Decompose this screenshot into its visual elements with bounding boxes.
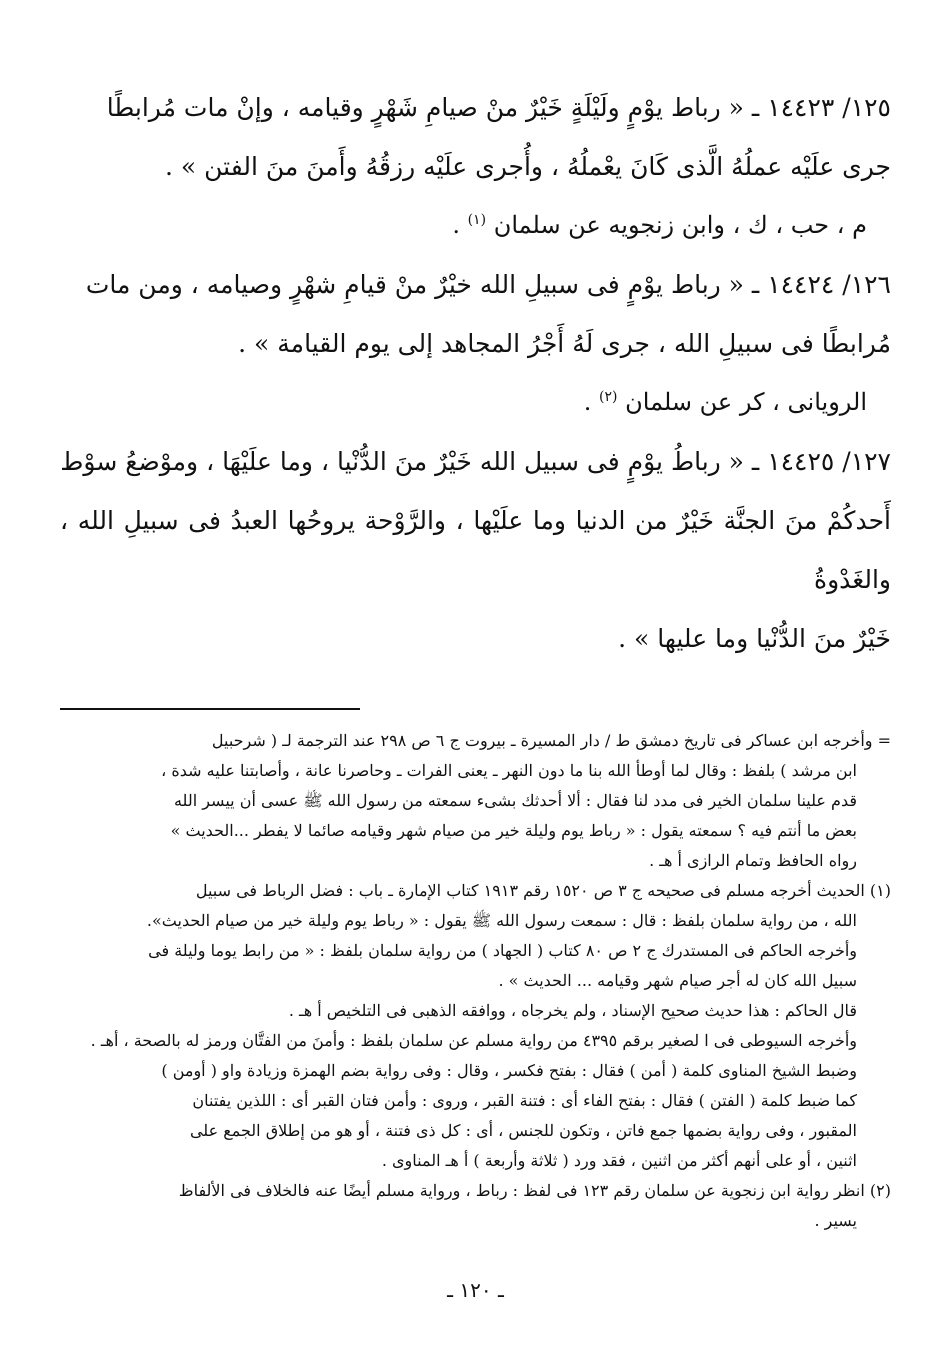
- hadith-line: ١٢٦/ ١٤٤٢٤ ـ « رباط يوْمٍ فى سبيلِ الله خيْرٌ منْ قيامِ شهْرٍ وصيامه ، ومن مات: [85, 270, 891, 299]
- hadith-line: ١٢٥/ ١٤٤٢٣ ـ « رباط يوْمٍ ولَيْلَةٍ خَيْرٌ منْ صيامِ شَهْرٍ وقيامه ، وإنْ مات مُرابطًا: [106, 93, 891, 122]
- footnote-1-line: سبيل الله كان له أجر صيام شهر وقيامه ... الحديث » .: [498, 971, 857, 990]
- footnotes: [60, 726, 891, 1236]
- footnote-line: بعض ما أنتم فيه ؟ سمعته يقول : « رباط يوم وليلة خير من صيام شهر وقيامه صائما لا يفطر ...الحديث »: [170, 821, 857, 840]
- hadith-entry-14425: [60, 432, 891, 668]
- page-number: ـ ١٢٠ ـ: [447, 1278, 504, 1302]
- footnote-line: = وأخرجه ابن عساكر فى تاريخ دمشق ط / دار المسيرة ـ بيروت ج ٦ ص ٢٩٨ عند الترجمة لـ ( شرحبيل: [211, 731, 891, 750]
- page-body: [60, 78, 891, 1313]
- footnote-line: ابن مرشد ) بلفظ : وقال لما أوطأ الله بنا ما دون النهر ـ يعنى الفرات ـ وحاصرنا عانة ، وأصابتنا عليه شدة ،: [161, 761, 857, 780]
- hadith-source: م ، حب ، ك ، وابن زنجويه عن سلمان $^{(١)}$ .: [452, 211, 867, 239]
- hadith-source: الرويانى ، كر عن سلمان $^{(٢)}$ .: [583, 388, 867, 416]
- footnote-ref[interactable]: (٢): [599, 389, 618, 405]
- footnote-1-line: اثنين ، أو على أنهم أكثر من اثنين ، فقد ورد ( ثلاثة وأربعة ) أ هـ المناوى .: [381, 1151, 857, 1170]
- footnote-1-line: الله ، من رواية سلمان بلفظ : قال : سمعت رسول الله ﷺ يقول : « رباط يوم وليلة خير من صيام الحديث».: [146, 911, 857, 930]
- footnote-2-line: يسير .: [814, 1211, 857, 1230]
- footnote-ref[interactable]: (١): [467, 212, 487, 228]
- footnote-1-line: قال الحاكم : هذا حديث صحيح الإسناد ، ولم يخرجاه ، ووافقه الذهبى فى التلخيص أ هـ .: [288, 1001, 857, 1020]
- hadith-line: مُرابطًا فى سبيلِ الله ، جرى لَهُ أَجْرُ المجاهد إلى يوم القيامة » .: [238, 329, 891, 358]
- footnote-1-line: كما ضبط كلمة ( الفتن ) فقال : بفتح الفاء أى : فتنة القبر ، وروى : وأمن فتان القبر أى : اللذين يفتنان: [192, 1091, 857, 1110]
- footnote-1-line: وضبط الشيخ المناوى كلمة ( أمن ) فقال : بفتح فكسر ، وقال : وفى رواية بضم الهمزة وزيادة واو ( أومن ): [161, 1061, 857, 1080]
- hadith-line: ١٢٧/ ١٤٤٢٥ ـ « رباطُ يوْمٍ فى سبيل الله خَيْرٌ منَ الدُّنْيا ، وما علَيْهَا ، وموْضعُ سوْط: [60, 447, 891, 476]
- hadith-line: خَيْرٌ منَ الدُّنْيا وما عليها » .: [618, 624, 891, 653]
- hadith-entry-14423: [60, 78, 891, 255]
- footnote-line: قدم علينا سلمان الخير فى مدد لنا فقال : ألا أحدثك بشىء سمعته من رسول الله ﷺ عسى أن ييسر الله: [173, 791, 857, 810]
- hadith-source-text: الرويانى ، كر عن سلمان: [625, 388, 867, 416]
- footnote-2-line: (٢) انظر رواية ابن زنجوية عن سلمان رقم ١٢٣ فى لفظ : رباط ، ورواية مسلم أيضًا عنه فالخلاف فى الألفاظ: [178, 1181, 891, 1200]
- hadith-source-text: م ، حب ، ك ، وابن زنجويه عن سلمان: [493, 211, 867, 239]
- footnote-1-line: (١) الحديث أخرجه مسلم فى صحيحه ج ٣ ص ١٥٢٠ رقم ١٩١٣ كتاب الإمارة ـ باب : فضل الرباط فى سبيل: [195, 881, 891, 900]
- footnote-1-line: المقبور ، وفى رواية بضمها جمع فاتن ، وتكون للجنس ، أى : كل ذى فتنة ، أو هو من إطلاق الجمع على: [189, 1121, 857, 1140]
- footnote-1-line: وأخرجه الحاكم فى المستدرك ج ٢ ص ٨٠ كتاب ( الجهاد ) من رواية سلمان بلفظ : « من رابط يوما وليلة فى: [148, 941, 857, 960]
- footnote-separator: [60, 708, 360, 710]
- footnote-1-line: وأخرجه السيوطى فى ا لصغير برقم ٤٣٩٥ من رواية مسلم عن سلمان بلفظ : وأمنَ من الفتَّان ورمز له بالصحة ، أهـ .: [90, 1031, 857, 1050]
- hadith-entry-14424: [60, 255, 891, 432]
- hadith-line: أَحدكُمْ منَ الجنَّة خَيْرٌ من الدنيا وما علَيْها ، والرَّوْحة يروحُها العبدُ فى سبيلِ الله ، والغَدْوةُ: [60, 506, 891, 594]
- footnote-line: رواه الحافظ وتمام الرازى أ هـ .: [649, 851, 857, 870]
- hadith-line: جرى علَيْه عملُهُ الَّذى كَانَ يعْملُهُ ، وأُجرى علَيْه رزقُهُ وأَمنَ منَ الفتن » .: [165, 152, 891, 181]
